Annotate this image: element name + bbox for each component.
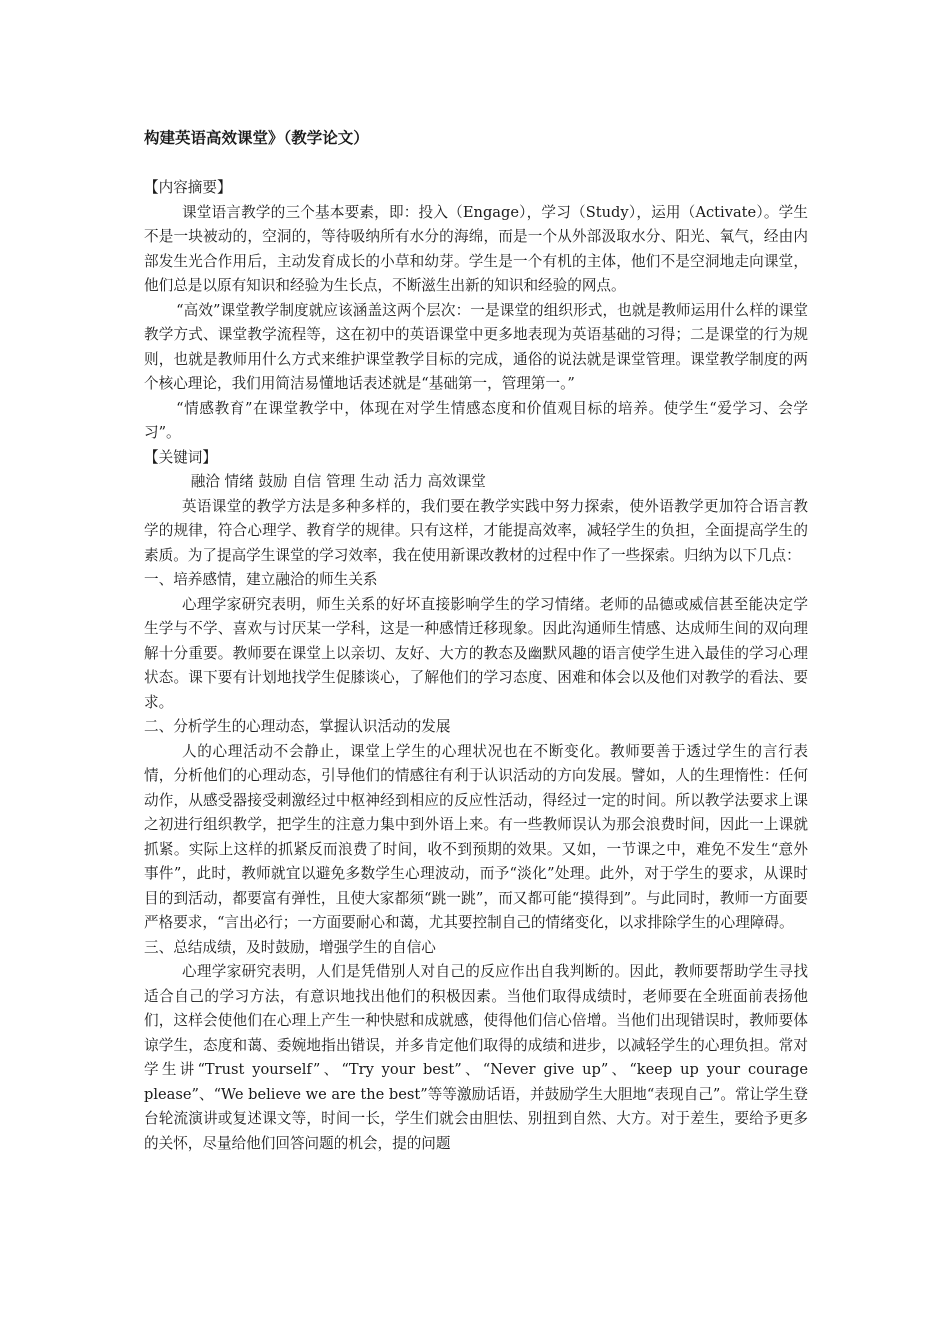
- keywords-heading: 【关键词】: [144, 448, 217, 466]
- document-title: 构建英语高效课堂》（教学论文）: [144, 128, 369, 147]
- section-paragraph: 心理学家研究表明，人们是凭借别人对自己的反应作出自我判断的。因此，教师要帮助学生寻找适合自己的学习方法，有意识地找出他们的积极因素。当他们取得成绩时，老师要在全班面前表扬他们，这样会使他们在心理上产生一种快慰和成就感，使得他们信心倍增。当他们出现错误时，教师要体谅学生，态度和蔼、委婉地指出错误，并多肯定他们取得的成绩和进步，以减轻学生的心理负担。常对学生讲“Trust yourself”、“Try your best”、“Never give up”、“keep up your courage please”、“We believe we are the best”等等激励话语，并鼓励学生大胆地“表现自己”。常让学生登台轮流演讲或复述课文等，时间一长，学生们就会由胆怯、别扭到自然、大方。对于差生，要给予更多的关怀，尽量给他们回答问题的机会，提的问题: [144, 963, 808, 1152]
- intro-paragraph: 英语课堂的教学方法是多种多样的，我们要在教学实践中努力探索，使外语教学更加符合语言教学的规律，符合心理学、教育学的规律。只有这样，才能提高效率，减轻学生的负担，全面提高学生的素质。为了提高学生课堂的学习效率，我在使用新课改教材的过程中作了一些探索。归纳为以下几点：: [144, 497, 808, 564]
- section-paragraph: 人的心理活动不会静止，课堂上学生的心理状况也在不断变化。教师要善于透过学生的言行表情，分析他们的心理动态，引导他们的情感往有利于认识活动的方向发展。譬如，人的生理惰性：任何动作，从感受器接受刺激经过中枢神经到相应的反应性活动，得经过一定的时间。所以教学法要求上课之初进行组织教学，把学生的注意力集中到外语上来。有一些教师误认为那会浪费时间，因此一上课就抓紧。实际上这样的抓紧反而浪费了时间，收不到预期的效果。又如，一节课之中，难免不发生“意外事件”，此时，教师就宜以避免多数学生心理波动，而予“淡化”处理。此外，对于学生的要求，从课时目的到活动，都要富有弹性，且使大家都须“跳一跳”，而又都可能“摸得到”。与此同时，教师一方面要严格要求，“言出必行；一方面要耐心和蔼，尤其要控制自己的情绪变化，以求排除学生的心理障碍。: [144, 742, 808, 931]
- abstract-paragraph: “高效”课堂教学制度就应该涵盖这两个层次：一是课堂的组织形式，也就是教师运用什么样的课堂教学方式、课堂教学流程等，这在初中的英语课堂中更多地表现为英语基础的习得；二是课堂的行为规则，也就是教师用什么方式来维护课堂教学目标的完成，通俗的说法就是课堂管理。课堂教学制度的两个核心理论，我们用简洁易懂地话表述就是“基础第一，管理第一。”: [144, 301, 808, 392]
- section-heading: 二、分析学生的心理动态，掌握认识活动的发展: [144, 718, 451, 735]
- section-heading: 一、培养感情，建立融洽的师生关系: [144, 571, 378, 588]
- document-body: [144, 176, 808, 1156]
- abstract-heading: 【内容摘要】: [144, 179, 232, 196]
- section-paragraph: 心理学家研究表明，师生关系的好坏直接影响学生的学习情绪。老师的品德或威信甚至能决定学生学与不学、喜欢与讨厌某一学科，这是一种感情迁移现象。因此沟通师生情感、达成师生间的双向理解十分重要。教师要在课堂上以亲切、友好、大方的教态及幽默风趣的语言使学生进入最佳的学习心理状态。课下要有计划地找学生促膝谈心，了解他们的学习态度、困难和体会以及他们对教学的看法、要求。: [144, 595, 808, 711]
- section-heading: 三、总结成绩，及时鼓励，增强学生的自信心: [144, 938, 436, 956]
- abstract-paragraph: 课堂语言教学的三个基本要素，即：投入（Engage），学习（Study），运用（Activate）。学生不是一块被动的，空洞的，等待吸纳所有水分的海绵，而是一个从外部汲取水分、阳光、氧气，经由内部发生光合作用后，主动发育成长的小草和幼芽。学生是一个有机的主体，他们不是空洞地走向课堂，他们总是以原有知识和经验为生长点，不断滋生出新的知识和经验的网点。: [144, 203, 808, 294]
- abstract-paragraph: “情感教育”在课堂教学中，体现在对学生情感态度和价值观目标的培养。使学生“爱学习、会学习”。: [144, 399, 808, 441]
- keywords-list: 融洽 情绪 鼓励 自信 管理 生动 活力 高效课堂: [190, 473, 486, 490]
